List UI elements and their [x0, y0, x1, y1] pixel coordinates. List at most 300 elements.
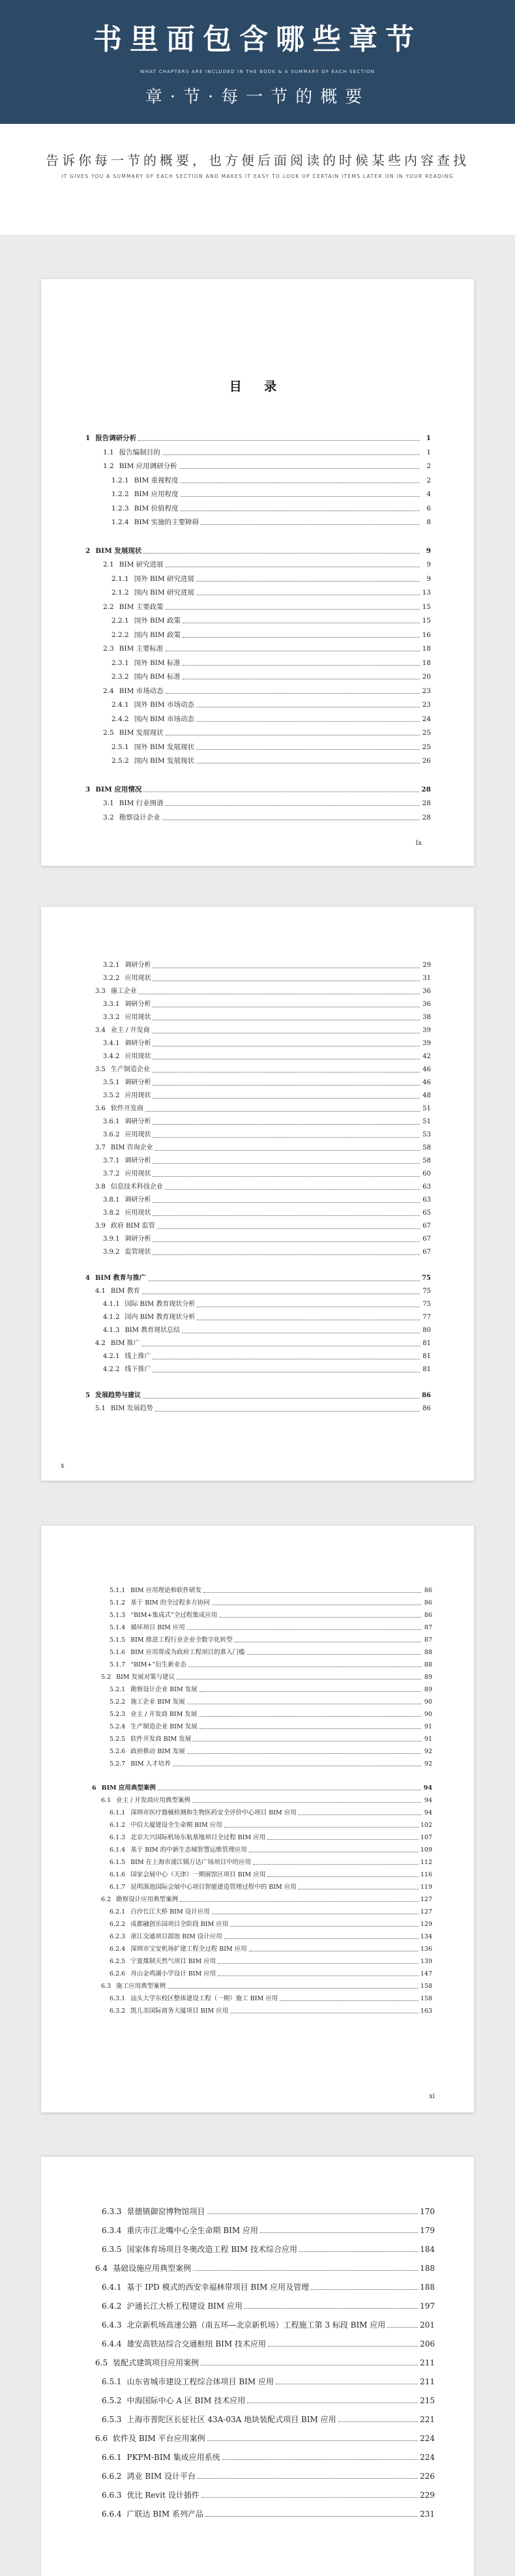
toc-entry	[85, 460, 431, 474]
toc-entry-page: 9	[426, 546, 431, 555]
toc-leader	[155, 1150, 420, 1151]
toc-entry-title: BIM 发展趋势	[110, 1405, 153, 1412]
toc-entry	[92, 1721, 432, 1733]
toc-entry-title: 中信大厦建设全生命期 BIM 应用	[130, 1822, 222, 1829]
toc-entry-number: 3.9.2	[103, 1249, 120, 1256]
toc-entry	[85, 713, 431, 727]
toc-entry-number: 6.6	[95, 2434, 108, 2443]
toc-entry-page: 89	[424, 1674, 432, 1681]
toc-entry-page: 8	[426, 518, 431, 526]
toc-leader	[187, 1629, 421, 1630]
toc-entry-page: 147	[420, 1970, 432, 1977]
toc-entry-page: 31	[422, 975, 431, 982]
toc-entry	[85, 685, 431, 699]
toc-page-3	[41, 1526, 474, 2112]
toc-entry-page: 158	[420, 1983, 432, 1990]
toc-entry-title: 循环项目 BIM 应用	[130, 1624, 185, 1631]
toc-entry-page: 28	[422, 813, 431, 822]
toc-entry	[92, 1906, 432, 1918]
toc-entry	[85, 985, 431, 998]
toc-leader	[199, 1691, 421, 1692]
toc-leader	[168, 1988, 419, 1989]
toc-entry	[92, 1881, 432, 1893]
toc-entry	[85, 1089, 431, 1103]
toc-leader	[267, 1839, 419, 1840]
toc-entry-page: 42	[422, 1053, 431, 1060]
banner-english-subtitle: WHAT CHAPTERS ARE INCLUDED IN THE BOOK & A SUMMARY OF EACH SECTION	[140, 69, 375, 74]
toc-entry-page: 86	[422, 1392, 431, 1399]
toc-entry	[92, 1844, 432, 1856]
toc-entry-title: 线下推广	[125, 1366, 151, 1373]
toc-entry-number: 2.4.1	[111, 701, 129, 709]
toc-leader	[181, 482, 420, 483]
toc-entry-number: 2.3.1	[111, 659, 129, 667]
toc-entry-number: 3.9.1	[103, 1236, 120, 1243]
toc-entry-title: 国内 BIM 发展现状	[134, 757, 195, 765]
toc-entry-number: 3.5.1	[103, 1079, 120, 1086]
toc-entry	[85, 488, 431, 502]
toc-entry-title: 发展趋势与建议	[95, 1392, 141, 1399]
toc-leader	[153, 1137, 420, 1138]
toc-entry-number: 2.1	[103, 561, 114, 569]
toc-entry-number: 3	[85, 785, 91, 793]
toc-leader	[311, 2289, 418, 2290]
toc-entry-number: 6.4.2	[102, 2302, 122, 2311]
toc-entry-page: 112	[420, 1859, 432, 1866]
toc-entry-number: 1	[85, 434, 91, 442]
toc-entry-number: 3.8.1	[103, 1196, 120, 1204]
toc-entry-title: 应用现状	[125, 975, 151, 982]
toc-page-4	[41, 2157, 474, 2576]
toc-leader	[153, 1124, 420, 1125]
toc-entry-title: 报告调研分析	[95, 434, 137, 442]
toc-entry-number: 3.4	[95, 1027, 106, 1034]
toc-entry	[93, 2505, 435, 2524]
toc-entry-title: 业主 / 开发商 BIM 发展	[130, 1711, 198, 1718]
toc-entry-title: 调研分析	[125, 962, 151, 969]
toc-entry-title: 业主 / 开发商	[110, 1027, 150, 1034]
toc-entry-title: 应用现状	[125, 1014, 151, 1021]
toc-leader	[152, 1072, 420, 1073]
toc-entry-number: 6.5.1	[102, 2377, 122, 2386]
toc-entry-page: 46	[422, 1079, 431, 1086]
toc-leader	[181, 496, 420, 497]
toc-entry-title: 调研分析	[125, 1118, 151, 1125]
toc-entry-page: 1	[426, 434, 431, 442]
toc-entry	[93, 2240, 435, 2259]
toc-entry-title: 国外 BIM 政策	[134, 617, 181, 625]
toc-entry-title: 舟山金鸡湖小学设计 BIM 应用	[130, 1970, 216, 1977]
toc-entry-title: 勘察设计企业	[119, 813, 160, 822]
toc-entry-title: 施工企业 BIM 发展	[130, 1698, 185, 1706]
toc-entry-page: 94	[424, 1797, 432, 1804]
toc-entry-page: 158	[420, 1995, 432, 2002]
toc-entry-title: 广联达 BIM 系列产品	[126, 2509, 204, 2519]
toc-leader	[218, 1963, 419, 1964]
toc-leader	[155, 1411, 420, 1412]
toc-entry	[85, 629, 431, 643]
toc-entry	[92, 1968, 432, 1980]
toc-entry-title: 勘察设计企业 BIM 发展	[130, 1686, 198, 1693]
toc-entry	[85, 726, 431, 741]
toc-leader	[196, 581, 420, 582]
toc-chapter-entry	[85, 432, 431, 446]
toc-entry-page: 86	[424, 1599, 432, 1606]
toc-entry-number: 2.2.1	[111, 617, 129, 625]
header-banner	[0, 0, 515, 124]
toc-entry	[85, 972, 431, 985]
toc-entry-title: 调研分析	[125, 1157, 151, 1164]
toc-entry-number: 3.4.2	[103, 1053, 120, 1060]
toc-entry	[92, 1819, 432, 1831]
toc-entry	[85, 446, 431, 460]
toc-entry-page: 184	[420, 2245, 435, 2254]
toc-leader	[143, 1398, 420, 1399]
toc-entry-number: 5.1.5	[110, 1636, 126, 1644]
toc-entry	[93, 2354, 435, 2373]
toc-entry-number: 1.2.2	[111, 490, 129, 498]
toc-entry-page: 170	[420, 2207, 435, 2216]
toc-entry-number: 5.2.2	[110, 1698, 126, 1706]
toc-entry-title: BIM 市场动态	[119, 687, 164, 695]
toc-leader	[196, 749, 420, 750]
toc-entry-title: 软件及 BIM 平台应用案例	[113, 2434, 205, 2443]
toc-entry	[92, 1869, 432, 1881]
toc-entry-page: 139	[420, 1958, 432, 1965]
toc-entry-page: 89	[424, 1686, 432, 1693]
toc-entry-title: 国内 BIM 研究进展	[134, 589, 195, 597]
toc-leader	[138, 440, 420, 441]
toc-chapter-entry	[85, 783, 431, 797]
toc-entry	[92, 1708, 432, 1721]
toc-entry-number: 6.5	[95, 2358, 108, 2367]
toc-entry-title: BIM 应用情况	[95, 785, 142, 793]
toc-entry-number: 5.1.1	[110, 1587, 126, 1594]
toc-entry-title: 鸿业 BIM 设计平台	[126, 2472, 196, 2481]
toc-entry-page: 6	[426, 504, 431, 512]
toc-leader	[153, 1241, 420, 1242]
toc-entry-title: 上海市普陀区长征社区 43A-03A 地块装配式项目 BIM 应用	[126, 2415, 336, 2424]
toc-entry-title: BIM 发展对策与建议	[116, 1674, 175, 1681]
toc-leader	[153, 1215, 420, 1216]
toc-entry	[85, 1194, 431, 1207]
toc-entry-number: 6.1.2	[110, 1822, 126, 1829]
toc-entry-title: 深圳市宝安机场扩建工程全过程 BIM 应用	[130, 1946, 247, 1953]
toc-entry-title: BIM 在上海市浦江镇万达广场项目中的应用	[130, 1859, 252, 1866]
toc-entry-page: 51	[422, 1118, 431, 1125]
toc-entry-title: BIM 应用程度	[134, 490, 179, 498]
toc-chapter-entry	[85, 1389, 431, 1402]
toc-entry-number: 6.4.1	[102, 2283, 122, 2292]
toc-entry	[92, 1646, 432, 1659]
toc-entry	[85, 1181, 431, 1194]
page-number: x	[61, 1462, 65, 1470]
toc-list	[92, 1584, 432, 2017]
toc-entry-number: 4.2.1	[103, 1353, 120, 1360]
toc-entry-number: 5.1.6	[110, 1649, 126, 1656]
toc-entry-number: 6.2.5	[110, 1958, 126, 1965]
toc-entry	[85, 1155, 431, 1168]
toc-entry-title: 应用现状	[125, 1131, 151, 1138]
toc-entry	[85, 1363, 431, 1376]
toc-entry	[92, 1683, 432, 1696]
toc-entry-page: 179	[420, 2226, 435, 2235]
toc-entry-number: 6.4.3	[102, 2320, 122, 2330]
toc-entry-page: 102	[420, 1822, 432, 1829]
toc-entry-title: 国家体育场项目冬奥改造工程 BIM 技术综合应用	[126, 2245, 298, 2254]
toc-entry-number: 3.1	[103, 799, 114, 807]
toc-entry	[92, 1893, 432, 1906]
toc-entry-page: 224	[420, 2453, 435, 2462]
toc-entry	[85, 1298, 431, 1311]
intro-text: 告诉你每一节的概要，也方便后面阅读的时候某些内容查找	[46, 153, 469, 168]
toc-entry-number: 3.5.2	[103, 1092, 120, 1099]
toc-entry-number: 6.1.4	[110, 1846, 126, 1854]
toc-page-2	[41, 907, 474, 1481]
toc-entry	[85, 959, 431, 972]
toc-entry-number: 6.3.3	[102, 2207, 122, 2216]
toc-leader	[219, 1617, 421, 1618]
toc-entry-title: 报告编制目的	[119, 448, 160, 456]
toc-entry	[85, 1129, 431, 1142]
toc-entry-title: 装配式建筑项目应用案例	[113, 2358, 199, 2367]
toc-entry-title: 施工应用典型案例	[116, 1983, 166, 1990]
toc-entry-page: 87	[424, 1624, 432, 1631]
toc-entry-page: 58	[422, 1157, 431, 1164]
toc-leader	[260, 2232, 418, 2233]
toc-leader	[198, 2478, 418, 2479]
toc-entry-number: 3.2.1	[103, 962, 120, 969]
toc-entry-page: 224	[420, 2434, 435, 2443]
toc-entry-number: 2.1.1	[111, 574, 129, 583]
toc-entry-number: 5.2.5	[110, 1736, 126, 1743]
toc-entry-title: 应用现状	[125, 1092, 151, 1099]
toc-entry-title: 生产制造企业	[110, 1066, 150, 1073]
toc-leader	[165, 1189, 420, 1190]
toc-entry	[93, 2391, 435, 2410]
toc-entry-page: 63	[422, 1183, 431, 1191]
page-number: Ix	[415, 840, 422, 847]
toc-entry-title: 中海国际中心 A 区 BIM 技术应用	[126, 2396, 246, 2405]
toc-entry-number: 6.2.4	[110, 1946, 126, 1953]
toc-entry-page: 24	[422, 715, 431, 723]
toc-entry-title: BIM 应用将成为政府工程项目的准入门槛	[130, 1649, 245, 1656]
toc-leader	[179, 468, 420, 469]
toc-entry	[92, 1621, 432, 1634]
toc-entry-number: 3.7.1	[103, 1157, 120, 1164]
toc-entry-number: 6.1	[101, 1797, 111, 1804]
toc-page-1	[41, 279, 474, 866]
toc-entry	[92, 1696, 432, 1708]
toc-entry-title: 基于 BIM 的全过程多方协同	[130, 1599, 210, 1606]
toc-entry-title: 山东省城市建设工程综合体项目 BIM 应用	[126, 2377, 274, 2386]
toc-entry-title: 基于 BIM 的中新生态城智慧运维管理应用	[130, 1846, 247, 1854]
toc-entry-page: 36	[422, 988, 431, 995]
toc-entry-number: 3.2.2	[103, 975, 120, 982]
toc-entry-number: 6.2.3	[110, 1933, 126, 1940]
toc-entry	[92, 1745, 432, 1758]
toc-entry-title: BIM 行业图谱	[119, 799, 164, 807]
banner-subtitle: 章·节·每一节的概要	[145, 87, 370, 107]
toc-entry	[85, 1063, 431, 1076]
banner-title: 书里面包含哪些章节	[93, 23, 422, 56]
toc-entry-page: 221	[420, 2415, 435, 2424]
toc-entry	[92, 2005, 432, 2017]
toc-entry-title: BIM 价值程度	[134, 504, 179, 512]
toc-leader	[196, 721, 420, 722]
toc-entry	[93, 2202, 435, 2221]
toc-entry-number: 1.2.4	[111, 518, 129, 526]
toc-entry-number: 5.2.7	[110, 1760, 126, 1768]
toc-leader	[203, 1592, 421, 1593]
toc-entry-title: 应用现状	[125, 1170, 151, 1177]
toc-entry-page: 39	[422, 1040, 431, 1047]
toc-leader	[153, 1085, 420, 1086]
toc-entry-page: 81	[422, 1366, 431, 1373]
toc-entry	[92, 1831, 432, 1844]
toc-entry-page: 88	[424, 1649, 432, 1656]
toc-entry-number: 5.1.3	[110, 1612, 126, 1619]
toc-entry-number: 5.2.6	[110, 1748, 126, 1755]
toc-leader	[192, 1802, 421, 1803]
toc-entry-number: 5.1.4	[110, 1624, 126, 1631]
toc-entry-number: 2.2.2	[111, 630, 129, 639]
toc-entry-title: 调研分析	[125, 1040, 151, 1047]
toc-entry-page: 92	[424, 1760, 432, 1768]
toc-entry	[85, 1050, 431, 1063]
toc-entry-title: 浙江交通项目湄池 BIM 设计应用	[130, 1933, 222, 1940]
toc-entry-title: 优比 Revit 设计插件	[126, 2491, 199, 2500]
toc-leader	[153, 1098, 420, 1099]
toc-entry-page: 211	[420, 2377, 435, 2386]
toc-entry-number: 3.6.1	[103, 1118, 120, 1125]
toc-entry-number: 6.1.7	[110, 1884, 126, 1891]
toc-leader	[199, 1728, 421, 1729]
toc-entry-page: 60	[422, 1170, 431, 1177]
toc-entry	[85, 1011, 431, 1024]
toc-entry-page: 87	[424, 1636, 432, 1644]
toc-entry-number: 3.3	[95, 988, 106, 995]
toc-entry	[85, 754, 431, 769]
toc-entry-title: 昆明滇池国际会展中心项目智能建造管理过程中的 BIM 应用	[130, 1884, 297, 1891]
toc-entry-page: 2	[426, 462, 431, 470]
toc-entry-number: 6.4.4	[102, 2339, 122, 2348]
toc-entry-page: 94	[423, 1784, 432, 1792]
toc-entry	[93, 2297, 435, 2316]
toc-entry-title: 国家会展中心（天津）一期展馆区项目 BIM 应用	[130, 1871, 266, 1878]
toc-leader	[153, 1202, 420, 1203]
intro-english-text: IT GIVES YOU A SUMMARY OF EACH SECTION AND MAKES IT EASY TO LOOK UP CERTAIN ITEMS LATER ON IN YOUR READING	[61, 173, 454, 179]
toc-entry-number: 6.1.6	[110, 1871, 126, 1878]
toc-entry-number: 2.5	[103, 729, 114, 737]
toc-entry-title: 基于 IPD 模式的西安幸福林带项目 BIM 应用及管理	[126, 2283, 310, 2292]
toc-entry-page: 226	[420, 2472, 435, 2481]
toc-entry-number: 4.1.1	[103, 1301, 120, 1308]
toc-entry-title: “BIM+”衍生新业态	[130, 1661, 186, 1668]
toc-entry-title: 业主 / 开发商应用典型案例	[116, 1797, 190, 1804]
toc-entry	[85, 1103, 431, 1116]
toc-entry-number: 1.2	[103, 462, 114, 470]
toc-leader	[162, 454, 420, 455]
toc-entry-title: BIM 发展现状	[119, 729, 164, 737]
toc-leader	[205, 2516, 418, 2517]
toc-entry	[93, 2259, 435, 2278]
toc-entry	[85, 1168, 431, 1181]
toc-entry-page: 48	[422, 1092, 431, 1099]
toc-chapter-entry	[85, 1272, 431, 1285]
toc-entry-title: BIM 应用理论和软件研发	[130, 1587, 202, 1594]
toc-leader	[387, 2327, 418, 2328]
toc-entry	[85, 1142, 431, 1155]
toc-entry-page: 15	[422, 617, 431, 625]
toc-entry-number: 6.6.1	[102, 2453, 122, 2462]
toc-entry	[92, 1584, 432, 1597]
toc-entry	[85, 586, 431, 600]
toc-entry	[85, 1076, 431, 1089]
toc-leader	[207, 2440, 419, 2441]
toc-entry-page: 215	[420, 2396, 435, 2405]
toc-entry-page: 201	[420, 2320, 435, 2330]
toc-entry-title: 应用现状	[125, 1209, 151, 1217]
toc-entry	[93, 2467, 435, 2486]
toc-entry-number: 4.1.3	[103, 1327, 120, 1334]
toc-leader	[224, 1827, 419, 1828]
toc-entry	[93, 2410, 435, 2429]
toc-entry-page: 28	[422, 799, 431, 807]
toc-entry-page: 77	[422, 1314, 431, 1321]
toc-entry-title: BIM 主要政策	[119, 602, 164, 611]
toc-entry-title: BIM 应用调研分析	[119, 462, 177, 470]
toc-entry-page: 134	[420, 1933, 432, 1940]
toc-leader	[338, 2421, 419, 2422]
toc-entry	[85, 741, 431, 755]
toc-entry-number: 6.3.1	[110, 1995, 126, 2002]
toc-entry	[85, 1402, 431, 1415]
toc-leader	[143, 553, 420, 554]
toc-entry	[85, 502, 431, 516]
toc-entry	[93, 2278, 435, 2297]
toc-entry-page: 80	[422, 1327, 431, 1334]
toc-entry-title: BIM 教育	[110, 1288, 140, 1295]
toc-entry	[85, 474, 431, 488]
toc-entry-page: 109	[420, 1846, 432, 1854]
toc-entry-number: 5.1.2	[110, 1599, 126, 1606]
toc-entry-page: 65	[422, 1209, 431, 1217]
toc-entry-page: 211	[420, 2358, 435, 2367]
toc-entry-page: 94	[424, 1809, 432, 1816]
toc-entry-page: 46	[422, 1066, 431, 1073]
toc-entry-page: 75	[422, 1288, 431, 1295]
toc-entry-page: 25	[422, 743, 431, 751]
toc-entry-page: 90	[424, 1698, 432, 1706]
toc-entry-number: 4.1.2	[103, 1314, 120, 1321]
toc-leader	[153, 1163, 420, 1164]
toc-entry-number: 2.4	[103, 687, 114, 695]
toc-leader	[193, 2270, 418, 2271]
toc-entry-number: 2	[85, 546, 91, 555]
toc-leader	[188, 1666, 421, 1667]
toc-entry-page: 92	[424, 1748, 432, 1755]
toc-entry	[93, 2373, 435, 2391]
toc-leader	[299, 2251, 418, 2252]
toc-entry-number: 5.2	[101, 1674, 111, 1681]
toc-entry-page: 163	[420, 2007, 432, 2015]
toc-entry-number: 5.1.7	[110, 1661, 126, 1668]
toc-entry-number: 1.2.1	[111, 476, 129, 484]
toc-entry-title: 深圳市医疗器械检测和生物医药安全评价中心项目 BIM 应用	[130, 1809, 297, 1816]
toc-leader	[157, 1228, 420, 1229]
toc-entry-number: 6.2.6	[110, 1970, 126, 1977]
